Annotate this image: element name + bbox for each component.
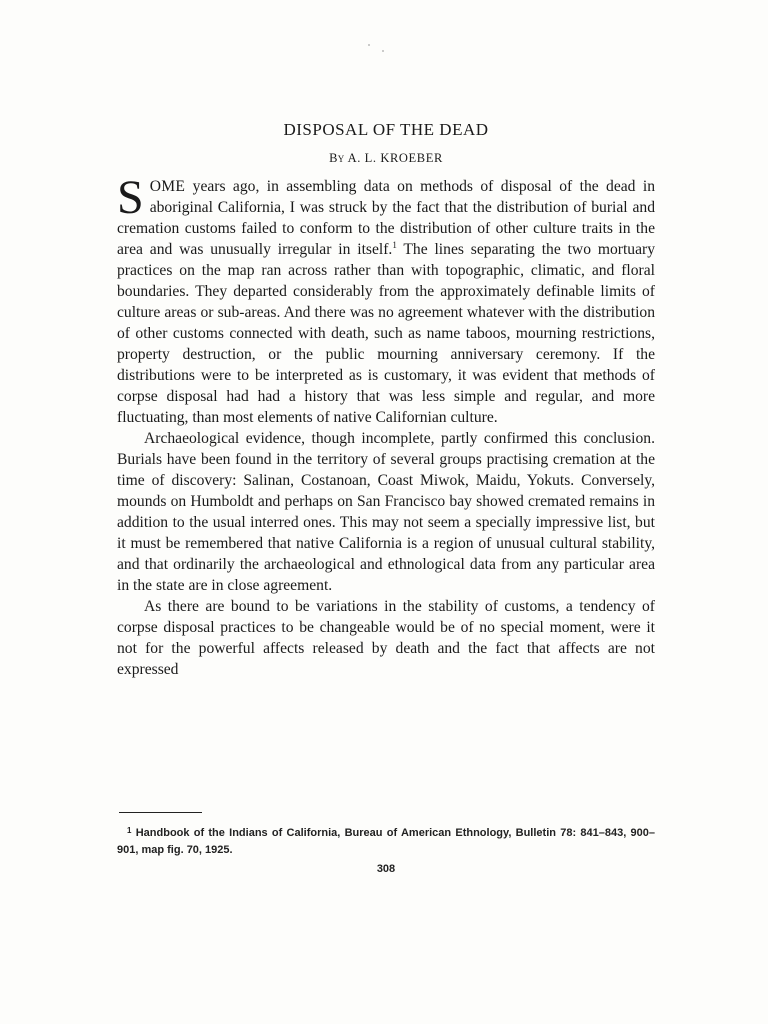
- paragraph-3: As there are bound to be variations in the stability of customs, a tendency of corpse disposal practices to be changeable would be of no special moment, were it not for the powerful affects released by death and the fact that affects are not expressed: [117, 598, 655, 678]
- paragraph-1-text-cont: The lines separating the two mortuary practices on the map ran across rather than with topographic, climatic, and floral boundaries. They departed considerably from the approximately definable limits of culture areas or sub-areas. And there was no agreement whatever with the distribution of other customs connected with death, such as name taboos, mourning restrictions, property destruction, or the public mourning anniversary ceremony. If the distributions were to be interpreted as is customary, it was evident that methods of corpse disposal had had a history that was less simple and regular, and more fluctuating, than most elements of native Californian culture.: [117, 241, 655, 426]
- paragraph-1-text: years ago, in assembling data on methods of disposal of the dead in aboriginal California, I was struck by the fact that the distribution of burial and cremation customs failed to conform to the distribution of other culture traits in the area and was unusually irregular in itself.: [117, 178, 655, 258]
- byline-prefix: By: [329, 151, 345, 165]
- paragraph-2: Archaeological evidence, though incomplete, partly confirmed this conclusion. Burials have been found in the territory of several groups practising cremation at the time of discovery: Salinan, Costanoan, Coast Miwok, Maidu, Yokuts. Conversely, mounds on Humboldt and perhaps on San Francisco bay showed cremated remains in addition to the usual interred ones. This may not seem a specially impressive list, but it must be remembered that native California is a region of unusual cultural stability, and that ordinarily the archaeological and ethnological data from any particular area in the state are in close agreement.: [117, 430, 655, 594]
- page-number: 308: [376, 863, 396, 875]
- byline: [117, 151, 655, 166]
- footnote-rule: [119, 812, 202, 813]
- footnote-text: Handbook of the Indians of California, Bureau of American Ethnology, Bulletin 78: 841–843, 900–901, map fig. 70, 1925.: [117, 827, 655, 856]
- footnote: [117, 822, 655, 859]
- drop-cap: S: [117, 171, 144, 224]
- journal-page: [117, 0, 655, 1024]
- paragraph-1: [117, 171, 655, 428]
- article-title: DISPOSAL OF THE DEAD: [283, 120, 489, 139]
- footnote-mark: 1: [127, 826, 132, 835]
- article-body: [117, 171, 655, 680]
- author-name: A. L. KROEBER: [347, 151, 443, 165]
- footnote-reference[interactable]: 1: [392, 240, 397, 250]
- lead-in: OME: [149, 178, 186, 195]
